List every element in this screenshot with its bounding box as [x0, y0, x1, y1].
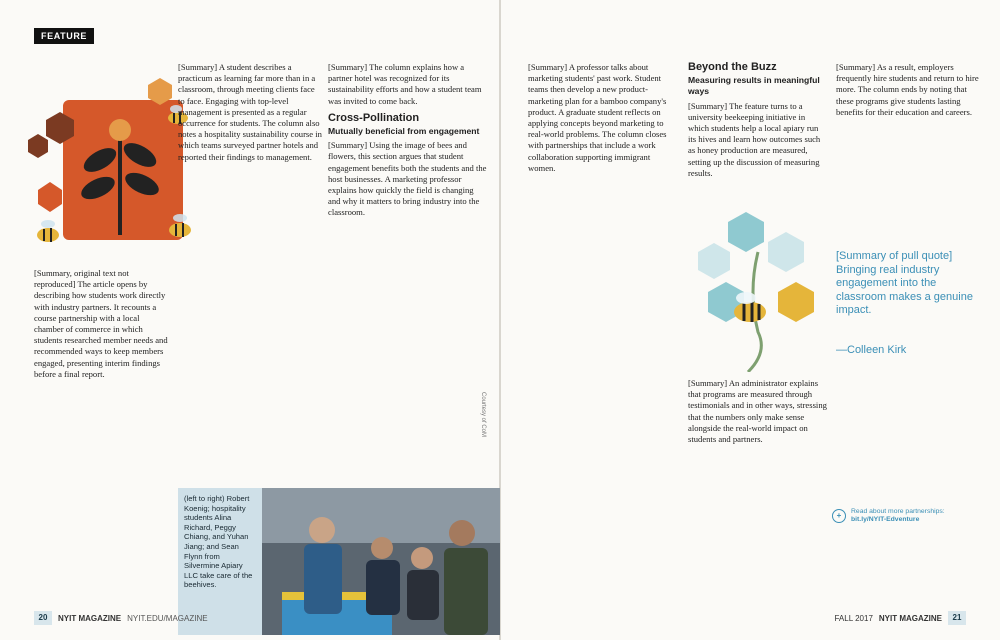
issue-date: FALL 2017 — [834, 613, 873, 623]
magazine-name: NYIT MAGAZINE — [58, 613, 122, 623]
section-heading: Cross-Pollination — [328, 111, 420, 124]
magazine-url: NYIT.EDU/MAGAZINE — [127, 613, 208, 623]
photo-scene — [262, 488, 500, 635]
section-subheading: Mutually beneficial from engagement — [328, 126, 480, 137]
body-text: [Summary] An administrator explains that programs are measured through testimonials and in other ways, stressing that the numbers only make sense alongside the real-world impact on students and partners. — [688, 378, 827, 445]
plus-circle-icon: + — [832, 509, 846, 523]
column-5-bottom — [688, 378, 828, 606]
hexagon-icon — [768, 232, 804, 272]
plant-bee-illustration — [28, 60, 203, 265]
beehive-illustration — [688, 212, 828, 372]
section-tag: FEATURE — [34, 28, 94, 44]
body-text: [Summary] Using the image of bees and flowers, this section argues that student engagement benefits both the students and the host businesses. A marketing professor explains how quickly the field is changing and why it matters to bring industry into the classroom. — [328, 140, 487, 218]
hexagon-icon — [778, 282, 814, 322]
body-text: [Summary] A professor talks about marketing students' past work. Student teams then develop a new product-marketing plan for a bamboo company's product. A graduate student reflects on applying concepts beyond marketing to real-world problems. The column closes with partnerships that include a work collaboration supporting immigrant women. — [528, 62, 667, 173]
body-text: [Summary] The column explains how a partner hotel was recognized for its sustainability efforts and how a student team was invited to come back. — [328, 62, 482, 106]
footer-left — [34, 611, 208, 625]
body-text: [Summary] As a result, employers frequently hire students and return to hire more. The column ends by noting that these programs give students lasting benefits for their education and careers. — [836, 62, 979, 117]
bee-icon — [734, 292, 766, 322]
link-url[interactable]: bit.ly/NYIT-Edventure — [851, 516, 920, 524]
partnerships-link[interactable] — [832, 508, 982, 525]
page-number: 20 — [34, 611, 52, 625]
body-text: [Summary, original text not reproduced] The article opens by describing how students work directly with industry partners. It recounts a course partnership with a local chamber of commerce in which students researched member needs and recommended ways to keep members engaged, presenting interim findings before a final report. — [34, 268, 168, 379]
link-text: Read about more partnerships: — [851, 508, 945, 515]
body-text: [Summary] The feature turns to a university beekeeping initiative in which students help a local apiary run its hives and learn how outcomes such as honey production are measured, setting up the discussion of measuring results. — [688, 100, 821, 178]
pull-quote: [Summary of pull quote] Bringing real industry engagement into the classroom makes a genuine impact. — [836, 250, 973, 316]
photo-caption: (left to right) Robert Koenig; hospitality students Alina Richard, Peggy Chiang, and Yuhan Jiang; and Sean Flynn from Silvermine Apiary LLC take care of the beehives. — [178, 488, 262, 635]
column-1 — [34, 268, 171, 606]
beehive-photo — [178, 488, 500, 635]
section-heading: Beyond the Buzz — [688, 62, 777, 73]
hexagon-icon — [28, 134, 48, 158]
page-number: 21 — [948, 611, 966, 625]
section-subheading: Measuring results in meaningful ways — [688, 75, 820, 97]
hexagon-icon — [698, 243, 730, 279]
hexagon-icon — [38, 182, 62, 212]
hexagon-icon — [728, 212, 764, 252]
column-3 — [328, 62, 488, 482]
column-4 — [528, 62, 673, 607]
pull-quote-attribution: —Colleen Kirk — [836, 344, 907, 356]
column-2 — [178, 62, 323, 482]
body-text: [Summary] A student describes a practicum as learning far more than in a classroom, through meeting clients face to face. Engaging with top-level management is presented as a regular occurrence for students. The column also notes a hospitality sustainability course in which teams surveyed partner hotels and reported their findings to management. — [178, 62, 322, 162]
photo-credit: Courtesy of CoM — [480, 392, 486, 438]
magazine-name: NYIT MAGAZINE — [878, 613, 942, 623]
footer-right — [834, 611, 966, 625]
column-5-top — [688, 62, 828, 210]
column-6-top — [836, 62, 986, 240]
flower-icon — [109, 119, 131, 141]
bee-icon — [37, 220, 59, 242]
